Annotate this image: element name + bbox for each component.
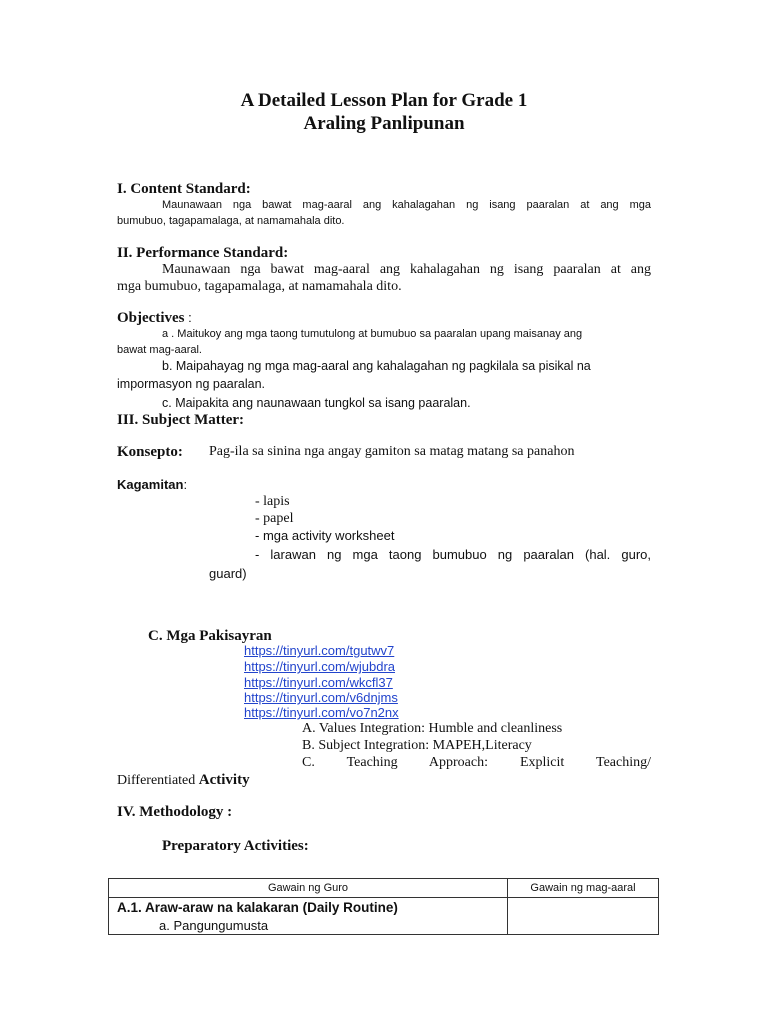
table-header-row [109, 879, 659, 898]
teacher-activity-cell [109, 898, 508, 935]
reference-link-4[interactable]: https://tinyurl.com/v6dnjms [244, 690, 398, 705]
teaching-approach-text: C. Teaching Approach: Explicit Teaching/ [302, 755, 651, 770]
kagamitan-item-larawan-cont: guard) [209, 566, 247, 581]
content-standard-text1: Maunawaan nga bawat mag-aaral ang kahalagahan ng isang paaralan at ang mga [162, 199, 651, 211]
kagamitan-item-lapis: - lapis [255, 494, 290, 509]
column-header-guro: Gawain ng Guro [109, 879, 508, 898]
values-integration: A. Values Integration: Humble and cleanliness [302, 721, 563, 736]
objective-a-line1: a . Maitukoy ang mga taong tumutulong at bumubuo sa paaralan upang maisanay ang [162, 328, 583, 340]
table-row [109, 898, 659, 935]
performance-standard-heading: II. Performance Standard: [117, 245, 289, 261]
subject-matter-heading: III. Subject Matter: [117, 412, 245, 428]
column-header-mag-aaral: Gawain ng mag-aaral [508, 879, 659, 898]
objective-c-line: c. Maipakita ang naunawaan tungkol sa isang paaralan. [162, 396, 471, 410]
objective-b-line1: b. Maipahayag ng mga mag-aaral ang kahalagahan ng pagkilala sa pisikal na [162, 359, 591, 373]
objectives-colon: : [184, 310, 192, 325]
page-title: A Detailed Lesson Plan for Grade 1 [240, 90, 528, 111]
reference-link-2[interactable]: https://tinyurl.com/wjubdra [244, 659, 396, 674]
objective-b-line2: impormasyon ng paaralan. [117, 377, 265, 391]
kagamitan-item-larawan-text: - larawan ng mga taong bumubuo ng paaralan (hal. guro, [255, 547, 651, 562]
pakisayran-heading: C. Mga Pakisayran [148, 628, 272, 644]
kagamitan-item-papel: - papel [255, 511, 294, 526]
content-standard-line2: bumubuo, tagapamalaga, at namamahala dito. [117, 215, 345, 227]
kagamitan-colon: : [183, 477, 188, 492]
objective-a-line2: bawat mag-aaral. [117, 344, 202, 356]
objectives-label: Objectives [117, 310, 185, 326]
student-activity-cell [508, 898, 659, 935]
teaching-approach-line2 [117, 772, 250, 789]
reference-link-3[interactable]: https://tinyurl.com/wkcfl37 [244, 675, 393, 690]
methodology-heading: IV. Methodology : [117, 804, 233, 820]
activities-table [108, 878, 659, 935]
preparatory-activities-heading: Preparatory Activities: [162, 838, 309, 854]
reference-link-1[interactable]: https://tinyurl.com/tgutwv7 [244, 643, 395, 658]
pangungumusta-item: a. Pangungumusta [159, 918, 269, 933]
objectives-heading [117, 310, 192, 327]
teaching-approach-plain: Differentiated [117, 773, 199, 788]
performance-standard-line2: mga bumubuo, tagapamalaga, at namamahala dito. [117, 279, 402, 294]
kagamitan-item-worksheet: - mga activity worksheet [255, 528, 395, 543]
teaching-approach-bold: Activity [198, 772, 250, 788]
reference-link-5[interactable]: https://tinyurl.com/vo7n2nx [244, 705, 399, 720]
daily-routine-title: A.1. Araw-araw na kalakaran (Daily Routine) [117, 900, 398, 915]
performance-standard-text1: Maunawaan nga bawat mag-aaral ang kahalagahan ng isang paaralan at ang [162, 262, 651, 277]
konsepto-label: Konsepto: [117, 444, 183, 460]
kagamitan-item-larawan [255, 547, 651, 562]
konsepto-text: Pag-ila sa sinina nga angay gamiton sa matag matang sa panahon [209, 444, 575, 459]
kagamitan-row [117, 477, 187, 492]
content-standard-line1 [117, 199, 651, 211]
performance-standard-line1 [117, 262, 651, 278]
content-standard-heading: I. Content Standard: [117, 181, 251, 197]
teaching-approach-line1 [302, 755, 651, 771]
subject-integration: B. Subject Integration: MAPEH,Literacy [302, 738, 532, 753]
kagamitan-label: Kagamitan [117, 477, 184, 492]
page-subtitle: Araling Panlipunan [303, 113, 465, 134]
